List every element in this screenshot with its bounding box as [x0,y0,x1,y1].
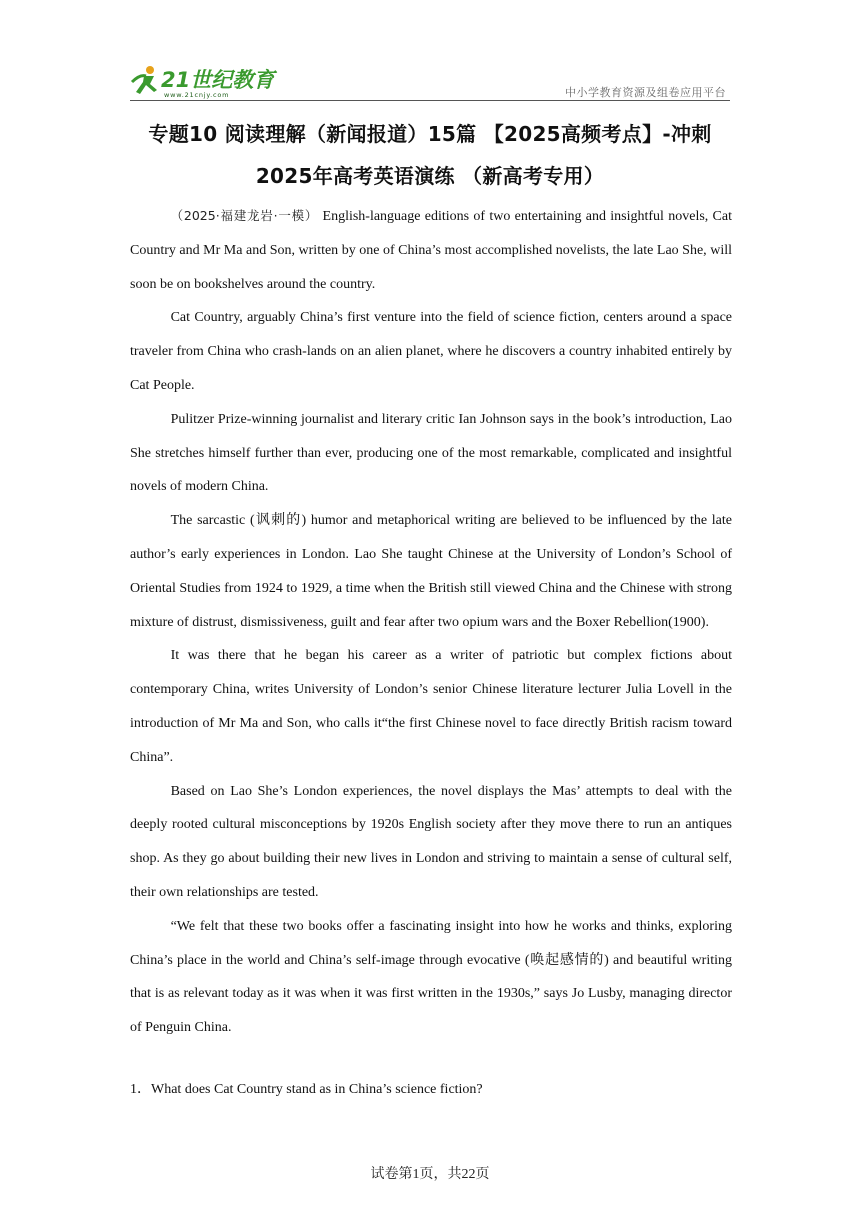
title-line-2: 2025年高考英语演练 （新高考专用） [255,164,605,188]
question-text: What does Cat Country stand as in China’s science fiction? [151,1082,483,1097]
site-tagline: 中小学教育资源及组卷应用平台 [565,86,726,99]
paragraph-1 [130,199,732,301]
paragraph-3: Pulitzer Prize-winning journalist and literary critic Ian Johnson says in the book’s introduction, Lao She stretches himself further than ever, producing one of the most remarkable, complicated and insightful novels of modern China. [130,411,732,495]
question-1 [130,1077,732,1103]
document-title [120,113,740,197]
reading-passage [130,199,732,1045]
runner-icon [132,66,157,94]
page-footer: 试卷第1页，共22页 [370,1167,490,1182]
question-number: 1． [130,1082,151,1097]
paragraph-1-text: English-language editions of two entertaining and insightful novels, Cat Country and Mr Ma and Son, written by one of China’s most accomplished novelists, the late Lao She, will soon be on bookshelves around the country. [130,209,733,292]
title-line-1: 专题10 阅读理解（新闻报道）15篇 【2025高频考点】-冲刺 [148,122,712,146]
paragraph-7: “We felt that these two books offer a fascinating insight into how he works and thinks, exploring China’s place in the world and China’s self-image through evocative (唤起感情的) and beautiful writing that is as relevant today as it was when it was first written in the 1930s,” says Jo Lusby, managing director of Penguin China. [130,918,732,1036]
paragraph-6: Based on Lao She’s London experiences, the novel displays the Mas’ attempts to deal with the deeply rooted cultural misconceptions by 1920s English society after they move there to run an antiques shop. As they go about building their new lives in London and striving to maintain a sense of cultural self, their own relationships are tested. [130,783,732,900]
exam-source: （2025·福建龙岩·一模） [170,208,319,223]
paragraph-5: It was there that he began his career as a writer of patriotic but complex fictions about contemporary China, writes University of London’s senior Chinese literature lecturer Julia Lovell in the introduction of Mr Ma and Son, who calls it“the first Chinese novel to face directly British racism toward China”. [130,648,732,765]
logo-url: www.21cnjy.com [164,91,230,99]
paragraph-2: Cat Country, arguably China’s first venture into the field of science fiction, centers around a space traveler from China who crash-lands on an alien planet, where he discovers a country inhabited entirely by Cat People. [130,310,732,393]
page-header [130,60,730,102]
header-divider [130,100,730,101]
site-logo [130,64,280,100]
logo-text: 21世纪教育 [161,68,275,92]
paragraph-4: The sarcastic (讽刺的) humor and metaphorical writing are believed to be influenced by the late author’s early experiences in London. Lao She taught Chinese at the University of London’s School of Oriental Studies from 1924 to 1929, a time when the British still viewed China and the Chinese with strong mixture of distrust, dismissiveness, guilt and fear after two opium wars and the Boxer Rebellion(1900). [130,513,732,630]
